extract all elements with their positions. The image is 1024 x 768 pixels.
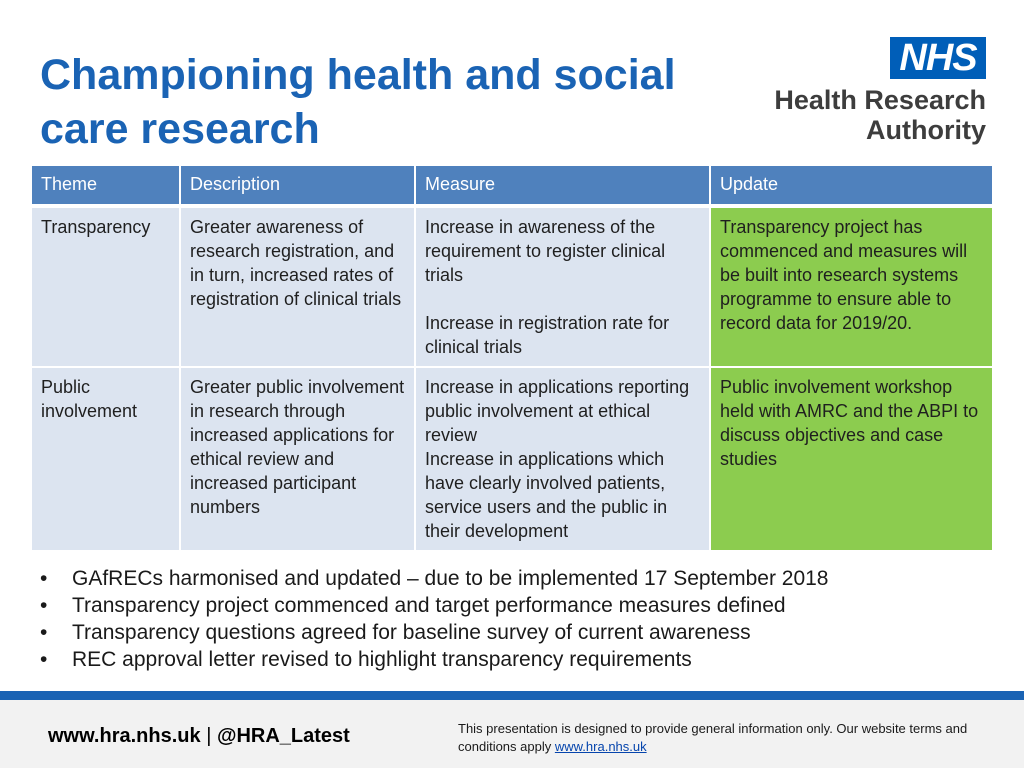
measure-item: Increase in applications reporting public involvement at ethical review [425,377,690,445]
table-row [31,207,993,367]
bullet-item [40,592,828,619]
theme-cell: Public involvement [31,367,180,551]
measure-item: Increase in applications which have clearly involved patients, service users and the public in their development [425,449,668,541]
header-description: Description [180,165,415,205]
header-update: Update [710,165,993,205]
bullet-dot: • [40,621,48,644]
bullet-text: REC approval letter revised to highlight transparency requirements [72,648,692,671]
page-title [40,48,740,156]
logo-line-1: Health Research [774,85,986,115]
bullet-list [40,565,828,673]
measure-cell [415,207,710,367]
footer-separator: | [206,725,212,747]
footer-site-link[interactable]: www.hra.nhs.uk [48,725,201,747]
theme-cell: Transparency [31,207,180,367]
bullet-item [40,565,828,592]
table-row [31,367,993,551]
description-cell: Greater public involvement in research through increased applications for ethical review and increased participant numbers [180,367,415,551]
bullet-item [40,646,828,673]
update-cell: Public involvement workshop held with AMRC and the ABPI to discuss objectives and case studies [710,367,993,551]
bullet-text: Transparency questions agreed for baseline survey of current awareness [72,621,751,644]
measure-cell [415,367,710,551]
themes-table [30,164,994,552]
bullet-item [40,619,828,646]
bullet-dot: • [40,567,48,590]
nhs-hra-logo [774,37,988,147]
measure-item: Increase in registration rate for clinical trials [425,313,670,357]
header-theme: Theme [31,165,180,205]
header-measure: Measure [415,165,710,205]
measure-item: Increase in awareness of the requirement to register clinical trials [425,217,666,285]
title-line-2: care research [40,105,320,153]
terms-link[interactable]: www.hra.nhs.uk [554,739,647,754]
logo-line-2: Authority [866,115,986,145]
bullet-text: Transparency project commenced and target performance measures defined [72,594,786,617]
footer-twitter-handle[interactable]: @HRA_Latest [216,725,350,747]
nhs-badge: NHS [890,37,986,79]
update-cell: Transparency project has commenced and measures will be built into research systems programme to ensure able to record data for 2019/20. [710,207,993,367]
footer-disclaimer [458,720,998,756]
table-header-row [31,165,993,205]
footer-contact [48,725,350,748]
disclaimer-text: This presentation is designed to provide general information only. Our website terms and conditions apply [458,721,968,754]
bullet-text: GAfRECs harmonised and updated – due to be implemented 17 September 2018 [72,567,829,590]
footer-accent-bar [0,691,1024,700]
description-cell: Greater awareness of research registration, and in turn, increased rates of registration of clinical trials [180,207,415,367]
bullet-dot: • [40,594,48,617]
bullet-dot: • [40,648,48,671]
title-line-1: Championing health and social [40,51,676,99]
